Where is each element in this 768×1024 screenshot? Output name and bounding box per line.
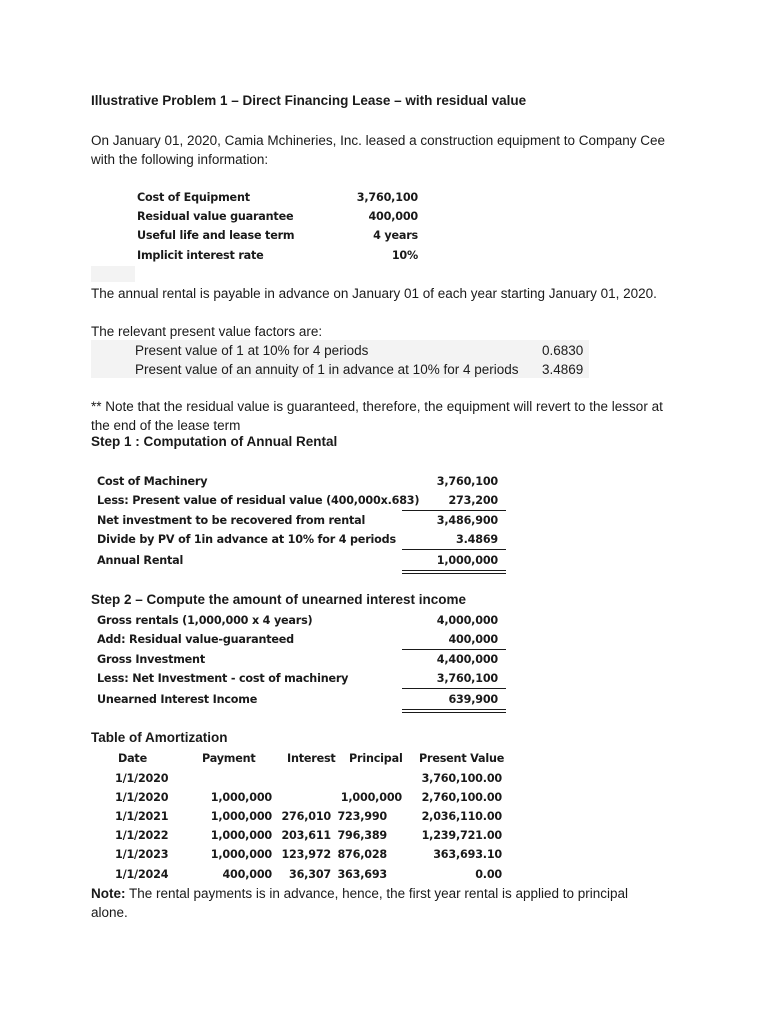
step2-value: 400,000 — [448, 633, 498, 646]
subtotal-rule — [402, 510, 506, 511]
amortization-title: Table of Amortization — [91, 730, 228, 745]
step2-label: Add: Residual value-guaranteed — [97, 633, 294, 646]
info-label: Implicit interest rate — [137, 249, 264, 262]
unearned-interest-value: 639,900 — [448, 693, 498, 706]
subtotal-rule — [402, 649, 506, 650]
note-label: Note: — [91, 886, 126, 901]
step2-value: 4,000,000 — [436, 614, 498, 627]
row-interest: 203,611 — [281, 829, 331, 842]
info-value: 10% — [391, 249, 418, 262]
col-header-present-value: Present Value — [419, 752, 505, 765]
row-pv: 363,693.10 — [433, 848, 502, 861]
step1-title: Step 1 : Computation of Annual Rental — [91, 434, 338, 449]
col-header-interest: Interest — [287, 752, 336, 765]
step1-label: Less: Present value of residual value (400,000x.683) — [97, 494, 420, 507]
step1-label: Cost of Machinery — [97, 475, 208, 488]
col-header-date: Date — [118, 752, 147, 765]
pv-intro-text: The relevant present value factors are: — [91, 324, 323, 339]
row-payment: 1,000,000 — [210, 791, 272, 804]
closing-note-line-2: alone. — [91, 905, 128, 920]
row-payment: 400,000 — [222, 868, 272, 881]
step1-label: Divide by PV of 1in advance at 10% for 4 periods — [97, 533, 396, 546]
step2-label: Unearned Interest Income — [97, 693, 258, 706]
step2-label: Gross Investment — [97, 653, 205, 666]
step1-label: Net investment to be recovered from rental — [97, 514, 366, 527]
row-pv: 1,239,721.00 — [421, 829, 502, 842]
info-label: Cost of Equipment — [137, 191, 250, 204]
step1-value: 273,200 — [448, 494, 498, 507]
row-principal: 876,028 — [337, 848, 387, 861]
row-date: 1/1/2023 — [115, 848, 169, 861]
info-value: 3,760,100 — [356, 191, 418, 204]
row-pv: 0.00 — [475, 868, 502, 881]
row-interest: 276,010 — [281, 810, 331, 823]
row-interest: 123,972 — [281, 848, 331, 861]
row-payment: 1,000,000 — [210, 810, 272, 823]
info-value: 4 years — [373, 229, 418, 242]
step2-value: 4,400,000 — [436, 653, 498, 666]
row-date: 1/1/2020 — [115, 791, 169, 804]
info-value: 400,000 — [368, 210, 418, 223]
row-principal: 363,693 — [337, 868, 387, 881]
annual-rental-value: 1,000,000 — [436, 554, 498, 567]
step1-value: 3.4869 — [456, 533, 498, 546]
row-pv: 2,760,100.00 — [421, 791, 502, 804]
step1-label: Annual Rental — [97, 554, 184, 567]
total-double-rule — [402, 712, 506, 713]
row-principal: 796,389 — [337, 829, 387, 842]
row-interest: 36,307 — [289, 868, 331, 881]
step2-label: Less: Net Investment - cost of machinery — [97, 672, 349, 685]
subtotal-rule — [402, 549, 506, 550]
row-principal: 723,990 — [337, 810, 387, 823]
pv-factor-label: Present value of 1 at 10% for 4 periods — [135, 343, 369, 358]
intro-line-2: with the following information: — [91, 152, 269, 167]
shading-block — [91, 266, 135, 282]
pv-factor-label: Present value of an annuity of 1 in advance at 10% for 4 periods — [135, 362, 519, 377]
total-double-rule — [402, 570, 506, 571]
residual-note-line-2: the end of the lease term — [91, 418, 241, 433]
col-header-payment: Payment — [202, 752, 256, 765]
step2-value: 3,760,100 — [436, 672, 498, 685]
row-date: 1/1/2021 — [115, 810, 169, 823]
intro-line-1: On January 01, 2020, Camia Mchineries, Inc. leased a construction equipment to Company Cee — [91, 133, 666, 148]
col-header-principal: Principal — [349, 752, 403, 765]
row-date: 1/1/2020 — [115, 772, 169, 785]
total-double-rule — [402, 709, 506, 710]
pv-factor-value: 3.4869 — [542, 362, 584, 377]
pv-factor-value: 0.6830 — [542, 343, 584, 358]
residual-note-line-1: ** Note that the residual value is guaranteed, therefore, the equipment will revert to the lessor at — [91, 399, 663, 414]
closing-note-line-1 — [91, 884, 628, 903]
row-date: 1/1/2022 — [115, 829, 169, 842]
row-pv: 3,760,100.00 — [421, 772, 502, 785]
row-pv: 2,036,110.00 — [421, 810, 502, 823]
step1-value: 3,486,900 — [436, 514, 498, 527]
total-double-rule — [402, 573, 506, 574]
info-label: Residual value guarantee — [137, 210, 294, 223]
note-text: The rental payments is in advance, hence, the first year rental is applied to principal — [125, 886, 629, 901]
row-date: 1/1/2024 — [115, 868, 169, 881]
row-payment: 1,000,000 — [210, 848, 272, 861]
document-title: Illustrative Problem 1 – Direct Financing Lease – with residual value — [91, 93, 527, 108]
subtotal-rule — [402, 688, 506, 689]
rental-payment-text: The annual rental is payable in advance on January 01 of each year starting January 01, 2020. — [91, 286, 657, 301]
info-label: Useful life and lease term — [137, 229, 295, 242]
step2-title: Step 2 – Compute the amount of unearned interest income — [91, 592, 467, 607]
row-payment: 1,000,000 — [210, 829, 272, 842]
step1-value: 3,760,100 — [436, 475, 498, 488]
row-principal: 1,000,000 — [340, 791, 402, 804]
step2-label: Gross rentals (1,000,000 x 4 years) — [97, 614, 313, 627]
